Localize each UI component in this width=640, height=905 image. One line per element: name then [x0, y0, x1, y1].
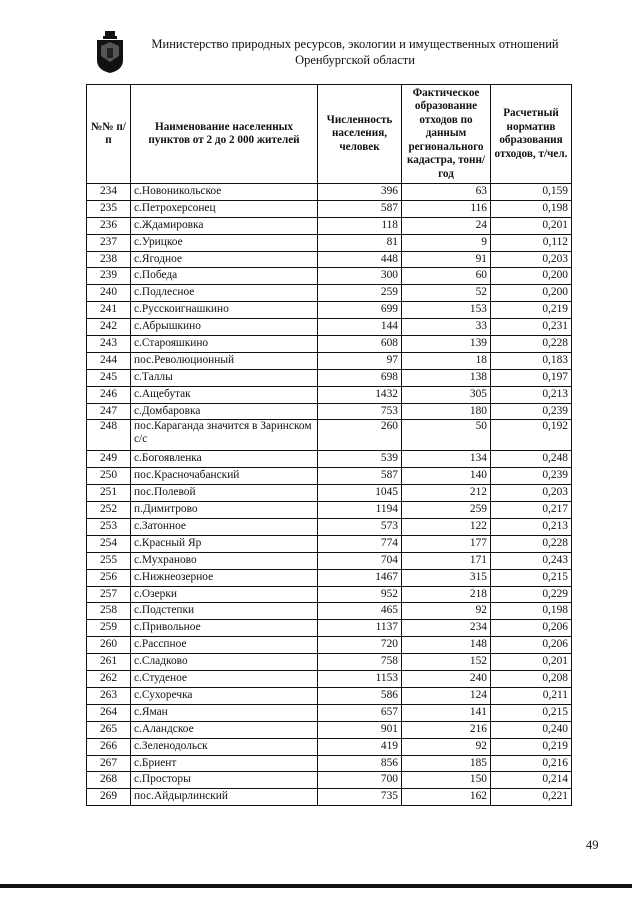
population: 1432	[318, 386, 402, 403]
actual-waste: 33	[402, 319, 491, 336]
actual-waste: 162	[402, 789, 491, 806]
settlement-name: с.Бриент	[131, 755, 318, 772]
table-row	[87, 369, 572, 386]
col-header-norm: Расчетный норматив образования отходов, т/чел.	[491, 85, 572, 184]
waste-norm: 0,197	[491, 369, 572, 386]
table-row	[87, 654, 572, 671]
table-row	[87, 420, 572, 451]
waste-norm: 0,206	[491, 620, 572, 637]
row-number: 258	[87, 603, 131, 620]
settlement-name: с.Абрышкино	[131, 319, 318, 336]
settlement-name: с.Нижнеозерное	[131, 569, 318, 586]
row-number: 257	[87, 586, 131, 603]
table-row	[87, 586, 572, 603]
row-number: 250	[87, 468, 131, 485]
settlement-name: с.Студеное	[131, 671, 318, 688]
waste-norm: 0,240	[491, 721, 572, 738]
actual-waste: 240	[402, 671, 491, 688]
actual-waste: 116	[402, 200, 491, 217]
waste-norm: 0,215	[491, 704, 572, 721]
population: 465	[318, 603, 402, 620]
actual-waste: 139	[402, 336, 491, 353]
row-number: 249	[87, 451, 131, 468]
row-number: 235	[87, 200, 131, 217]
table-row	[87, 637, 572, 654]
population: 587	[318, 468, 402, 485]
col-header-number: №№ п/п	[87, 85, 131, 184]
population: 586	[318, 687, 402, 704]
row-number: 260	[87, 637, 131, 654]
row-number: 256	[87, 569, 131, 586]
waste-norm: 0,203	[491, 485, 572, 502]
table-row	[87, 352, 572, 369]
row-number: 241	[87, 302, 131, 319]
waste-norm: 0,219	[491, 738, 572, 755]
actual-waste: 259	[402, 502, 491, 519]
settlement-name: с.Зеленодольск	[131, 738, 318, 755]
row-number: 268	[87, 772, 131, 789]
table-row	[87, 468, 572, 485]
waste-norm: 0,211	[491, 687, 572, 704]
table-row	[87, 285, 572, 302]
table-row	[87, 234, 572, 251]
settlement-name: с.Урицкое	[131, 234, 318, 251]
table-row	[87, 403, 572, 420]
actual-waste: 122	[402, 519, 491, 536]
population: 952	[318, 586, 402, 603]
population: 1045	[318, 485, 402, 502]
waste-norm: 0,214	[491, 772, 572, 789]
table-row	[87, 552, 572, 569]
table-row	[87, 721, 572, 738]
table-row	[87, 772, 572, 789]
settlement-name: пос.Полевой	[131, 485, 318, 502]
waste-norm: 0,219	[491, 302, 572, 319]
row-number: 236	[87, 217, 131, 234]
actual-waste: 138	[402, 369, 491, 386]
row-number: 266	[87, 738, 131, 755]
settlement-name: с.Сладково	[131, 654, 318, 671]
actual-waste: 63	[402, 184, 491, 201]
population: 657	[318, 704, 402, 721]
actual-waste: 305	[402, 386, 491, 403]
settlement-name: пос.Революционный	[131, 352, 318, 369]
col-header-settlement: Наименование населенных пунктов от 2 до 2 000 жителей	[131, 85, 318, 184]
actual-waste: 50	[402, 420, 491, 451]
settlement-name: с.Просторы	[131, 772, 318, 789]
population: 608	[318, 336, 402, 353]
population: 448	[318, 251, 402, 268]
population: 735	[318, 789, 402, 806]
row-number: 242	[87, 319, 131, 336]
population: 901	[318, 721, 402, 738]
table-row	[87, 217, 572, 234]
population: 260	[318, 420, 402, 451]
row-number: 259	[87, 620, 131, 637]
actual-waste: 177	[402, 535, 491, 552]
actual-waste: 234	[402, 620, 491, 637]
settlement-name: с.Подстепки	[131, 603, 318, 620]
population: 758	[318, 654, 402, 671]
table-row	[87, 302, 572, 319]
actual-waste: 218	[402, 586, 491, 603]
waste-norm: 0,243	[491, 552, 572, 569]
population: 81	[318, 234, 402, 251]
row-number: 244	[87, 352, 131, 369]
waste-norm: 0,229	[491, 586, 572, 603]
settlement-name: п.Димитрово	[131, 502, 318, 519]
settlement-name: с.Яман	[131, 704, 318, 721]
population: 144	[318, 319, 402, 336]
settlement-name: с.Мухраново	[131, 552, 318, 569]
settlement-name: с.Петрохерсонец	[131, 200, 318, 217]
actual-waste: 18	[402, 352, 491, 369]
settlement-name: с.Домбаровка	[131, 403, 318, 420]
row-number: 261	[87, 654, 131, 671]
population: 259	[318, 285, 402, 302]
settlement-name: с.Красный Яр	[131, 535, 318, 552]
waste-norm: 0,201	[491, 654, 572, 671]
waste-norm: 0,215	[491, 569, 572, 586]
waste-norm: 0,203	[491, 251, 572, 268]
settlement-name: с.Ждамировка	[131, 217, 318, 234]
waste-norm: 0,200	[491, 285, 572, 302]
actual-waste: 140	[402, 468, 491, 485]
waste-norms-table	[86, 84, 572, 806]
actual-waste: 91	[402, 251, 491, 268]
row-number: 251	[87, 485, 131, 502]
waste-norm: 0,183	[491, 352, 572, 369]
actual-waste: 216	[402, 721, 491, 738]
header-line-1: Министерство природных ресурсов, экологии и имущественных отношений	[151, 37, 559, 51]
table-row	[87, 336, 572, 353]
waste-norm: 0,198	[491, 603, 572, 620]
waste-norm: 0,231	[491, 319, 572, 336]
population: 419	[318, 738, 402, 755]
population: 97	[318, 352, 402, 369]
waste-norm: 0,239	[491, 468, 572, 485]
table-row	[87, 738, 572, 755]
waste-norm: 0,192	[491, 420, 572, 451]
table-row	[87, 603, 572, 620]
table-row	[87, 569, 572, 586]
row-number: 240	[87, 285, 131, 302]
actual-waste: 60	[402, 268, 491, 285]
table-row	[87, 671, 572, 688]
actual-waste: 134	[402, 451, 491, 468]
population: 1153	[318, 671, 402, 688]
row-number: 234	[87, 184, 131, 201]
row-number: 252	[87, 502, 131, 519]
table-row	[87, 535, 572, 552]
actual-waste: 24	[402, 217, 491, 234]
table-row	[87, 502, 572, 519]
table-row	[87, 704, 572, 721]
settlement-name: с.Старояшкино	[131, 336, 318, 353]
actual-waste: 180	[402, 403, 491, 420]
actual-waste: 185	[402, 755, 491, 772]
row-number: 247	[87, 403, 131, 420]
waste-norm: 0,213	[491, 519, 572, 536]
waste-norm: 0,112	[491, 234, 572, 251]
population: 704	[318, 552, 402, 569]
header-line-2: Оренбургской области	[295, 53, 415, 67]
table-row	[87, 519, 572, 536]
row-number: 246	[87, 386, 131, 403]
settlement-name: с.Таллы	[131, 369, 318, 386]
settlement-name: с.Богоявленка	[131, 451, 318, 468]
table-row	[87, 620, 572, 637]
row-number: 245	[87, 369, 131, 386]
row-number: 254	[87, 535, 131, 552]
waste-norm: 0,206	[491, 637, 572, 654]
table-header-row	[87, 85, 572, 184]
actual-waste: 124	[402, 687, 491, 704]
population: 396	[318, 184, 402, 201]
settlement-name: с.Победа	[131, 268, 318, 285]
row-number: 243	[87, 336, 131, 353]
settlement-name: с.Ащебутак	[131, 386, 318, 403]
row-number: 248	[87, 420, 131, 451]
waste-norm: 0,200	[491, 268, 572, 285]
settlement-name: с.Подлесное	[131, 285, 318, 302]
table-row	[87, 485, 572, 502]
coat-of-arms-icon	[93, 30, 127, 74]
population: 753	[318, 403, 402, 420]
waste-norm: 0,159	[491, 184, 572, 201]
settlement-name: пос.Красночабанский	[131, 468, 318, 485]
table-row	[87, 319, 572, 336]
actual-waste: 152	[402, 654, 491, 671]
actual-waste: 141	[402, 704, 491, 721]
row-number: 253	[87, 519, 131, 536]
actual-waste: 52	[402, 285, 491, 302]
settlement-name: с.Ягодное	[131, 251, 318, 268]
row-number: 237	[87, 234, 131, 251]
population: 573	[318, 519, 402, 536]
waste-norm: 0,213	[491, 386, 572, 403]
waste-norm: 0,201	[491, 217, 572, 234]
page-number: 49	[586, 838, 599, 852]
table-row	[87, 755, 572, 772]
actual-waste: 9	[402, 234, 491, 251]
settlement-name: с.Аландское	[131, 721, 318, 738]
population: 118	[318, 217, 402, 234]
settlement-name: пос.Айдырлинский	[131, 789, 318, 806]
waste-norm: 0,239	[491, 403, 572, 420]
row-number: 267	[87, 755, 131, 772]
row-number: 263	[87, 687, 131, 704]
settlement-name: с.Сухоречка	[131, 687, 318, 704]
row-number: 262	[87, 671, 131, 688]
table-row	[87, 687, 572, 704]
waste-norm: 0,221	[491, 789, 572, 806]
row-number: 269	[87, 789, 131, 806]
col-header-actual-waste: Фактическое образование отходов по данным регионального кадастра, тонн/год	[402, 85, 491, 184]
population: 698	[318, 369, 402, 386]
table-row	[87, 200, 572, 217]
ministry-header	[130, 36, 580, 68]
table-row	[87, 251, 572, 268]
population: 699	[318, 302, 402, 319]
settlement-name: с.Русскоигнашкино	[131, 302, 318, 319]
population: 587	[318, 200, 402, 217]
actual-waste: 212	[402, 485, 491, 502]
row-number: 265	[87, 721, 131, 738]
settlement-name: с.Затонное	[131, 519, 318, 536]
waste-norm: 0,198	[491, 200, 572, 217]
population: 1194	[318, 502, 402, 519]
settlement-name: с.Новоникольское	[131, 184, 318, 201]
col-header-population: Численность населения, человек	[318, 85, 402, 184]
waste-norm: 0,217	[491, 502, 572, 519]
table-row	[87, 184, 572, 201]
waste-norm: 0,248	[491, 451, 572, 468]
bottom-rule	[0, 884, 632, 888]
population: 1467	[318, 569, 402, 586]
waste-norm: 0,228	[491, 336, 572, 353]
population: 720	[318, 637, 402, 654]
population: 1137	[318, 620, 402, 637]
actual-waste: 92	[402, 603, 491, 620]
settlement-name: пос.Караганда значится в Заринском с/с	[131, 420, 318, 451]
settlement-name: с.Озерки	[131, 586, 318, 603]
actual-waste: 171	[402, 552, 491, 569]
population: 700	[318, 772, 402, 789]
actual-waste: 153	[402, 302, 491, 319]
table-row	[87, 386, 572, 403]
population: 856	[318, 755, 402, 772]
waste-norm: 0,208	[491, 671, 572, 688]
population: 539	[318, 451, 402, 468]
row-number: 255	[87, 552, 131, 569]
actual-waste: 150	[402, 772, 491, 789]
waste-norm: 0,228	[491, 535, 572, 552]
population: 774	[318, 535, 402, 552]
actual-waste: 148	[402, 637, 491, 654]
row-number: 264	[87, 704, 131, 721]
settlement-name: с.Привольное	[131, 620, 318, 637]
population: 300	[318, 268, 402, 285]
row-number: 238	[87, 251, 131, 268]
table-row	[87, 451, 572, 468]
settlement-name: с.Расспное	[131, 637, 318, 654]
row-number: 239	[87, 268, 131, 285]
actual-waste: 315	[402, 569, 491, 586]
waste-norm: 0,216	[491, 755, 572, 772]
table-row	[87, 789, 572, 806]
actual-waste: 92	[402, 738, 491, 755]
table-row	[87, 268, 572, 285]
